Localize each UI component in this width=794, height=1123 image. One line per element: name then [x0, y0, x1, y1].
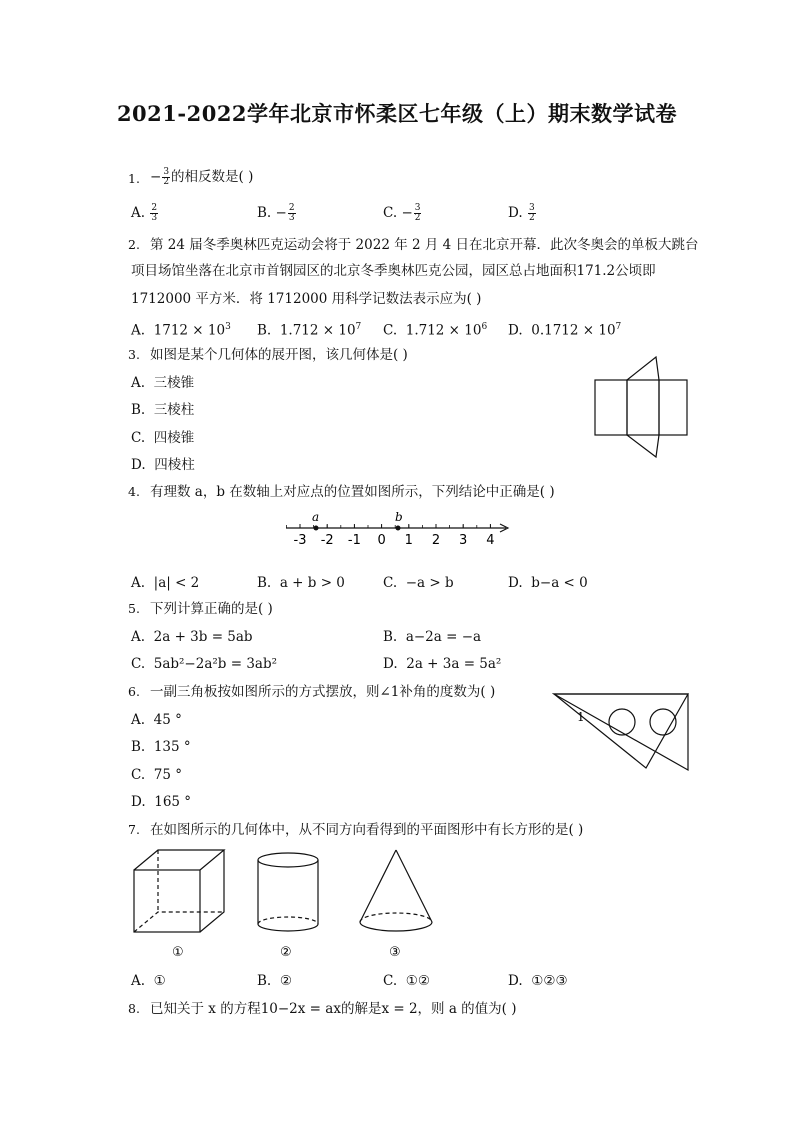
- q2-stem-line1: 第 24 届冬季奥林匹克运动会将于 2022 年 2 月 4 日在北京开幕．此次冬奥会的单板大跳台: [150, 237, 699, 253]
- q6-option-a[interactable]: A. 45 °: [131, 712, 182, 728]
- cone: [360, 850, 432, 931]
- q4-stem: 有理数 a，b 在数轴上对应点的位置如图所示，下列结论中正确是( ): [150, 484, 555, 500]
- angle-1-label: 1: [577, 710, 585, 724]
- q5-option-c[interactable]: C. 5ab²−2a²b = 3ab²: [131, 656, 278, 672]
- axis-tick-label: 0: [377, 533, 386, 548]
- q4-option-d[interactable]: D. b−a < 0: [508, 575, 588, 591]
- q2-option-c[interactable]: C. $1.712 \times 10^6$: [383, 322, 488, 339]
- q2-option-a[interactable]: A. $1712 \times 10^3$: [131, 322, 231, 339]
- q1-fraction: $\frac{3}{2}$: [163, 167, 170, 187]
- point-b: [396, 526, 401, 531]
- q4-option-a[interactable]: A. |a| < 2: [131, 575, 200, 591]
- q5-number: 5.: [128, 601, 140, 616]
- q7-option-a[interactable]: A. ①: [131, 973, 166, 989]
- q3-option-c[interactable]: C. 四棱锥: [131, 430, 195, 446]
- q4-option-b[interactable]: B. a + b > 0: [257, 575, 345, 591]
- q1-option-d[interactable]: D. $\frac{3}{2}$: [508, 203, 535, 223]
- q1-stem-text: 的相反数是( ): [171, 169, 254, 185]
- q1-stem: [150, 168, 253, 187]
- q1-option-b[interactable]: B. − $\frac{2}{3}$: [257, 203, 295, 223]
- q2-stem-line3: 1712000 平方米．将 1712000 用科学记数法表示应为( ): [131, 291, 482, 307]
- q8-stem: 已知关于 x 的方程10−2x = ax的解是x = 2，则 a 的值为( ): [150, 1001, 517, 1017]
- point-a-label: a: [312, 510, 320, 524]
- q6-option-d[interactable]: D. 165 °: [131, 794, 192, 810]
- q8-number: 8.: [128, 1001, 140, 1016]
- cube: [134, 850, 224, 932]
- fig-label-1: ①: [172, 945, 184, 960]
- q6-triangle-boards-figure: [552, 690, 692, 772]
- axis-tick-label: 4: [486, 533, 495, 548]
- q6-number: 6.: [128, 684, 140, 699]
- q5-option-d[interactable]: D. 2a + 3a = 5a²: [383, 656, 502, 672]
- axis-tick-label: 2: [431, 533, 441, 548]
- axis-tick-label: -1: [347, 533, 361, 548]
- q1-option-a[interactable]: A. $\frac{2}{3}$: [131, 203, 158, 223]
- axis-tick-label: 1: [404, 533, 413, 548]
- q3-option-a[interactable]: A. 三棱锥: [131, 375, 195, 391]
- q2-option-d[interactable]: D. $0.1712 \times 10^7$: [508, 322, 622, 339]
- q3-option-b[interactable]: B. 三棱柱: [131, 402, 195, 418]
- q7-stem: 在如图所示的几何体中，从不同方向看得到的平面图形中有长方形的是( ): [150, 822, 584, 838]
- q2-number: 2.: [128, 237, 140, 252]
- q4-option-c[interactable]: C. −a > b: [383, 575, 454, 591]
- point-a: [314, 526, 319, 531]
- q3-option-d[interactable]: D. 四棱柱: [131, 457, 195, 473]
- page-title: 2021-2022学年北京市怀柔区七年级（上）期末数学试卷: [116, 101, 678, 126]
- axis-tick-label: -3: [293, 533, 307, 548]
- q6-option-c[interactable]: C. 75 °: [131, 767, 182, 783]
- q2-option-b[interactable]: B. $1.712 \times 10^7$: [257, 322, 362, 339]
- q4-number: 4.: [128, 484, 140, 499]
- q2-stem-line2: 项目场馆坐落在北京市首钢园区的北京冬季奥林匹克公园，园区总占地面积171.2公顷即: [131, 263, 656, 279]
- q7-option-d[interactable]: D. ①②③: [508, 973, 568, 989]
- q7-option-c[interactable]: C. ①②: [383, 973, 430, 989]
- q3-number: 3.: [128, 347, 140, 362]
- q3-net-figure: [590, 352, 690, 460]
- axis-tick-label: 3: [459, 533, 468, 548]
- q1-number: 1.: [128, 171, 140, 186]
- q6-option-b[interactable]: B. 135 °: [131, 739, 191, 755]
- fig-label-2: ②: [280, 945, 292, 960]
- point-b-label: b: [395, 510, 403, 524]
- q6-stem: 一副三角板按如图所示的方式摆放，则∠1补角的度数为( ): [150, 684, 496, 700]
- q3-stem: 如图是某个几何体的展开图，该几何体是( ): [150, 347, 408, 363]
- q7-number: 7.: [128, 822, 140, 837]
- q1-sign: −: [150, 169, 162, 185]
- q5-stem: 下列计算正确的是( ): [150, 601, 273, 617]
- q5-option-b[interactable]: B. a−2a = −a: [383, 629, 482, 645]
- q4-number-line: [282, 508, 514, 548]
- cylinder: [258, 853, 318, 931]
- q5-option-a[interactable]: A. 2a + 3b = 5ab: [131, 629, 253, 645]
- q1-option-c[interactable]: C. − $\frac{3}{2}$: [383, 203, 421, 223]
- q7-option-b[interactable]: B. ②: [257, 973, 292, 989]
- fig-label-3: ③: [389, 945, 401, 960]
- axis-tick-label: -2: [320, 533, 334, 548]
- q7-solids-figure: [128, 848, 438, 963]
